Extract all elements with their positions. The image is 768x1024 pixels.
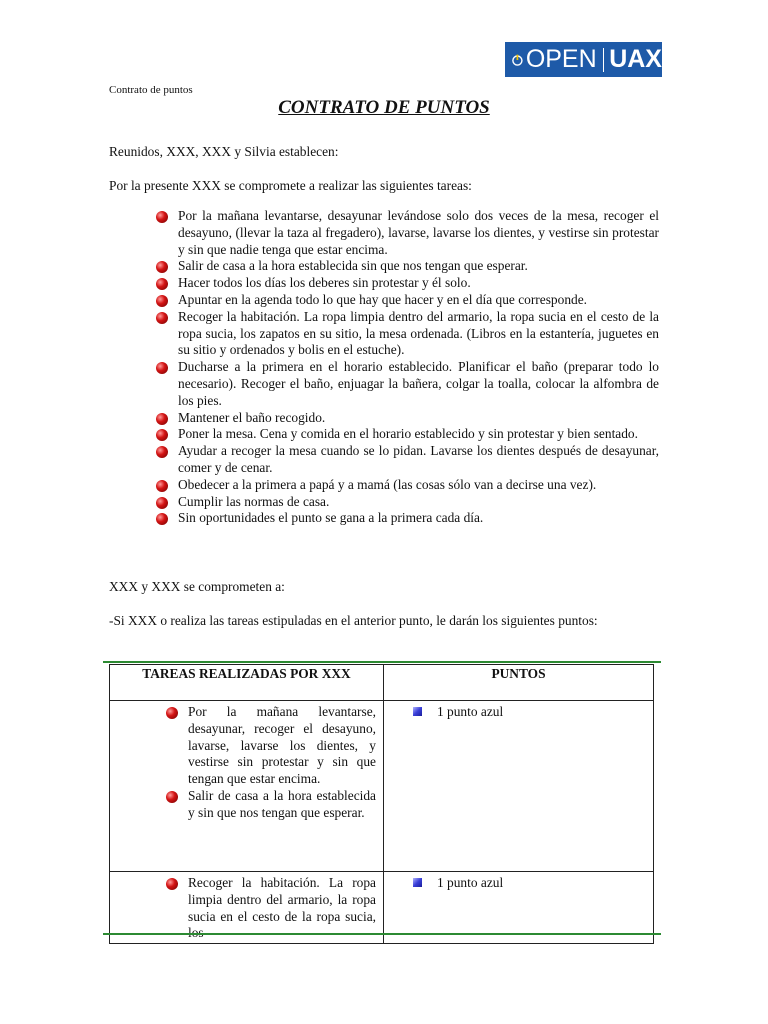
- list-item: Mantener el baño recogido.: [155, 410, 659, 427]
- list-item: Por la mañana levantarse, desayunar, recoger el desayuno, lavarse, lavarse los dientes, y vestirse sin protestar y sin que tengan que estar encima.: [164, 704, 376, 788]
- red-bullet-icon: [156, 261, 168, 273]
- table-top-rule: [103, 661, 661, 663]
- points-intro: -Si XXX o realiza las tareas estipuladas en el anterior punto, le darán los siguientes puntos:: [109, 613, 598, 628]
- red-bullet-icon: [156, 413, 168, 425]
- red-bullet-icon: [166, 878, 178, 890]
- red-bullet-icon: [156, 446, 168, 458]
- points-cell: 1 punto azul: [384, 701, 654, 872]
- intro-paragraph: Reunidos, XXX, XXX y Silvia establecen:: [109, 144, 339, 159]
- column-header-points: PUNTOS: [384, 665, 654, 701]
- list-item: Sin oportunidades el punto se gana a la primera cada día.: [155, 510, 659, 527]
- logo-open-text: OPEN: [525, 45, 597, 73]
- red-bullet-icon: [156, 211, 168, 223]
- red-bullet-icon: [156, 295, 168, 307]
- list-item: Apuntar en la agenda todo lo que hay que hacer y en el día que corresponde.: [155, 292, 659, 309]
- red-bullet-icon: [156, 278, 168, 290]
- tasks-cell: [110, 701, 384, 872]
- table-row: [110, 701, 654, 872]
- commitment-intro: Por la presente XXX se compromete a realizar las siguientes tareas:: [109, 178, 472, 193]
- red-bullet-icon: [156, 429, 168, 441]
- uax-logo: [505, 42, 662, 77]
- points-cell: 1 punto azul: [384, 872, 654, 944]
- list-item: Ducharse a la primera en el horario establecido. Planificar el baño (preparar todo lo necesario). Recoger el baño, enjuagar la bañera, colgar la toalla, colocar la alfombra de los pies.: [155, 359, 659, 409]
- logo-divider: [603, 48, 604, 72]
- points-table: [109, 664, 654, 944]
- table-header-row: [110, 665, 654, 701]
- red-bullet-icon: [156, 362, 168, 374]
- page-header: Contrato de puntos: [109, 84, 193, 96]
- blue-square-bullet-icon: [413, 707, 422, 716]
- table-bottom-rule: [103, 933, 661, 935]
- list-item: Salir de casa a la hora establecida sin que nos tengan que esperar.: [155, 258, 659, 275]
- list-item: Recoger la habitación. La ropa limpia dentro del armario, la ropa sucia en el cesto de la ropa sucia,: [164, 875, 376, 942]
- list-item: Por la mañana levantarse, desayunar levándose solo dos veces de la mesa, recoger el desayuno, (llevar la taza al fregadero), lavarse, lavarse los dientes, y vestirse sin protestar y sin que nadie tenga que estar encima.: [155, 208, 659, 258]
- list-item: Obedecer a la primera a papá y a mamá (las cosas sólo van a decirse una vez).: [155, 477, 659, 494]
- list-item: Salir de casa a la hora establecida y sin que nos tengan que esperar.: [164, 788, 376, 822]
- red-bullet-icon: [156, 312, 168, 324]
- column-header-tasks: TAREAS REALIZADAS POR XXX: [110, 665, 384, 701]
- task-list: [155, 208, 659, 527]
- document-title: CONTRATO DE PUNTOS: [278, 97, 490, 118]
- red-bullet-icon: [166, 791, 178, 803]
- list-item: Hacer todos los días los deberes sin protestar y él solo.: [155, 275, 659, 292]
- red-bullet-icon: [156, 513, 168, 525]
- red-bullet-icon: [156, 497, 168, 509]
- list-item: Recoger la habitación. La ropa limpia dentro del armario, la ropa sucia en el cesto de la ropa sucia, los zapatos en su sitio, la mesa ordenada. (Libros en la estantería, juguetes en su sitio y ordenados y bolis en el estuche).: [155, 309, 659, 359]
- blue-square-bullet-icon: [413, 878, 422, 887]
- list-item: Cumplir las normas de casa.: [155, 494, 659, 511]
- list-item: Ayudar a recoger la mesa cuando se lo pidan. Lavarse los dientes después de desayunar, comer y de cenar.: [155, 443, 659, 477]
- power-icon: [511, 48, 524, 72]
- red-bullet-icon: [166, 707, 178, 719]
- red-bullet-icon: [156, 480, 168, 492]
- parents-commitment: XXX y XXX se comprometen a:: [109, 579, 285, 594]
- list-item: Poner la mesa. Cena y comida en el horario establecido y sin protestar y bien sentado.: [155, 426, 659, 443]
- logo-uax-text: UAX: [609, 45, 662, 73]
